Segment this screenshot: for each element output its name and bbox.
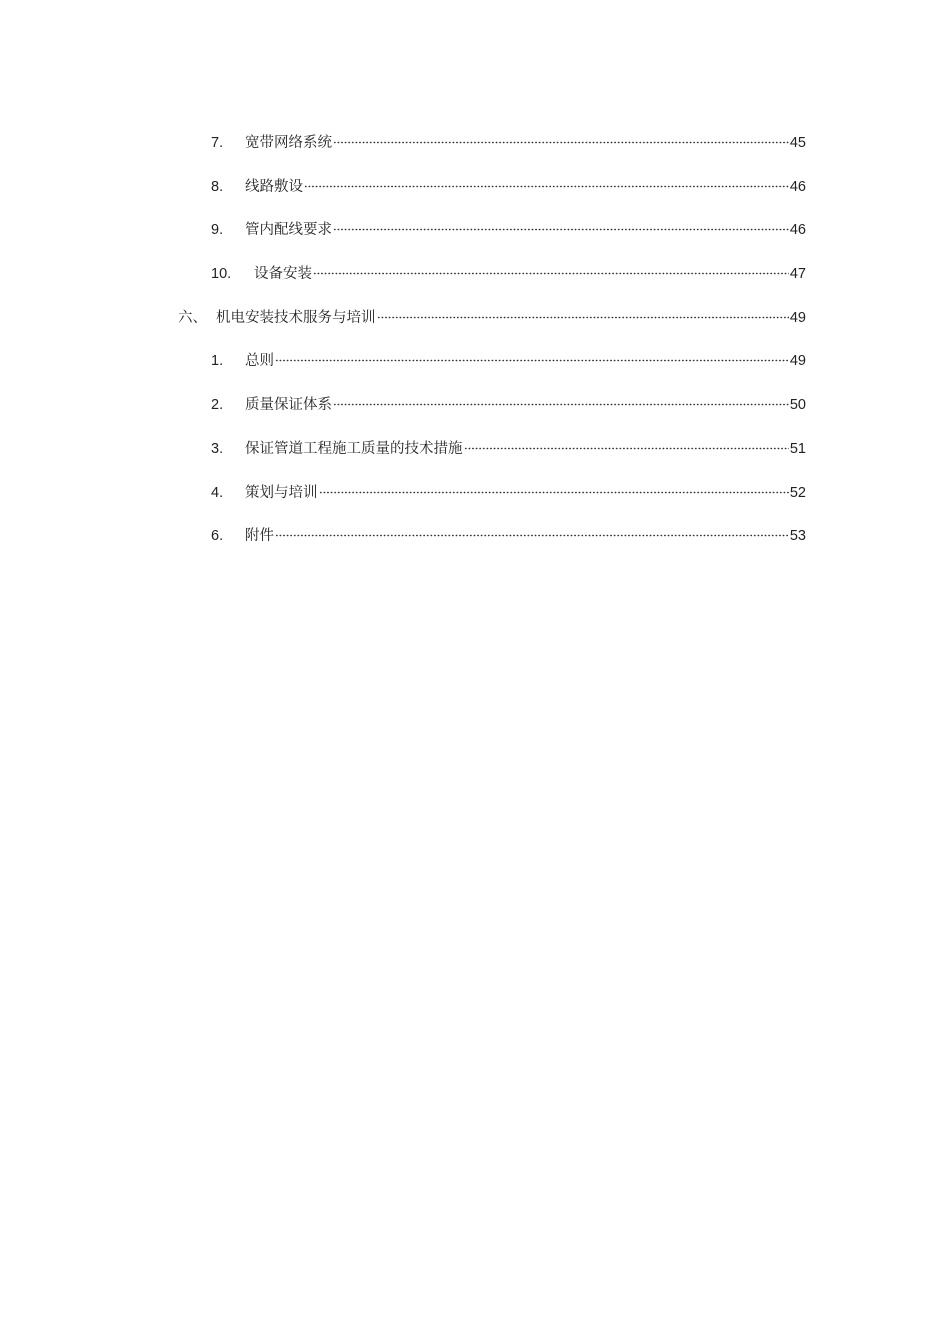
- toc-entry-page: 46: [789, 222, 806, 238]
- toc-entry-page: 47: [789, 266, 806, 282]
- dot-leader: [319, 475, 789, 497]
- toc-entry[interactable]: [211, 387, 806, 413]
- dot-leader: [275, 518, 789, 540]
- toc-entry[interactable]: [211, 518, 806, 544]
- toc-entry-title: 附件: [245, 528, 274, 544]
- toc-entry-number: 2.: [211, 397, 224, 413]
- dot-leader: [333, 387, 789, 409]
- toc-entry[interactable]: [211, 169, 806, 195]
- toc-entry-number: 10.: [211, 266, 232, 282]
- toc-entry-title: 质量保证体系: [245, 397, 332, 413]
- toc-entry-title: 宽带网络系统: [245, 135, 332, 151]
- toc-entry-number: 6.: [211, 528, 224, 544]
- toc-entry-title: 管内配线要求: [245, 222, 332, 238]
- toc-entry-number: 7.: [211, 135, 224, 151]
- toc-entry-number: 3.: [211, 441, 224, 457]
- toc-entry-page: 52: [789, 485, 806, 501]
- toc-entry-chapter[interactable]: [178, 300, 806, 326]
- toc-entry-number: 8.: [211, 179, 224, 195]
- toc-entry-number: 9.: [211, 222, 224, 238]
- toc-entry-number: 六、: [178, 310, 207, 326]
- toc-entry-number: 1.: [211, 353, 224, 369]
- toc-entry[interactable]: [211, 212, 806, 238]
- toc-entry[interactable]: [211, 431, 806, 457]
- toc-entry[interactable]: [211, 343, 806, 369]
- toc-entry-page: 53: [789, 528, 806, 544]
- toc-entry[interactable]: [211, 125, 806, 151]
- toc-entry-page: 49: [789, 353, 806, 369]
- toc-entry-title: 设备安装: [254, 266, 312, 282]
- toc-entry-title: 策划与培训: [245, 485, 318, 501]
- toc-entry[interactable]: [211, 256, 806, 282]
- dot-leader: [464, 431, 789, 453]
- dot-leader: [313, 256, 789, 278]
- dot-leader: [333, 125, 789, 147]
- toc-entry-title: 总则: [245, 353, 274, 369]
- dot-leader: [304, 169, 789, 191]
- toc-entry-page: 50: [789, 397, 806, 413]
- toc-entry-title: 机电安装技术服务与培训: [216, 310, 376, 326]
- toc-entry-title: 线路敷设: [245, 179, 303, 195]
- toc-entry-page: 51: [789, 441, 806, 457]
- toc-entry-page: 45: [789, 135, 806, 151]
- dot-leader: [275, 343, 789, 365]
- dot-leader: [333, 212, 789, 234]
- dot-leader: [377, 300, 789, 322]
- toc-entry-page: 46: [789, 179, 806, 195]
- toc-entry[interactable]: [211, 475, 806, 501]
- toc-entry-number: 4.: [211, 485, 224, 501]
- toc-entry-title: 保证管道工程施工质量的技术措施: [245, 441, 463, 457]
- toc-entry-page: 49: [789, 310, 806, 326]
